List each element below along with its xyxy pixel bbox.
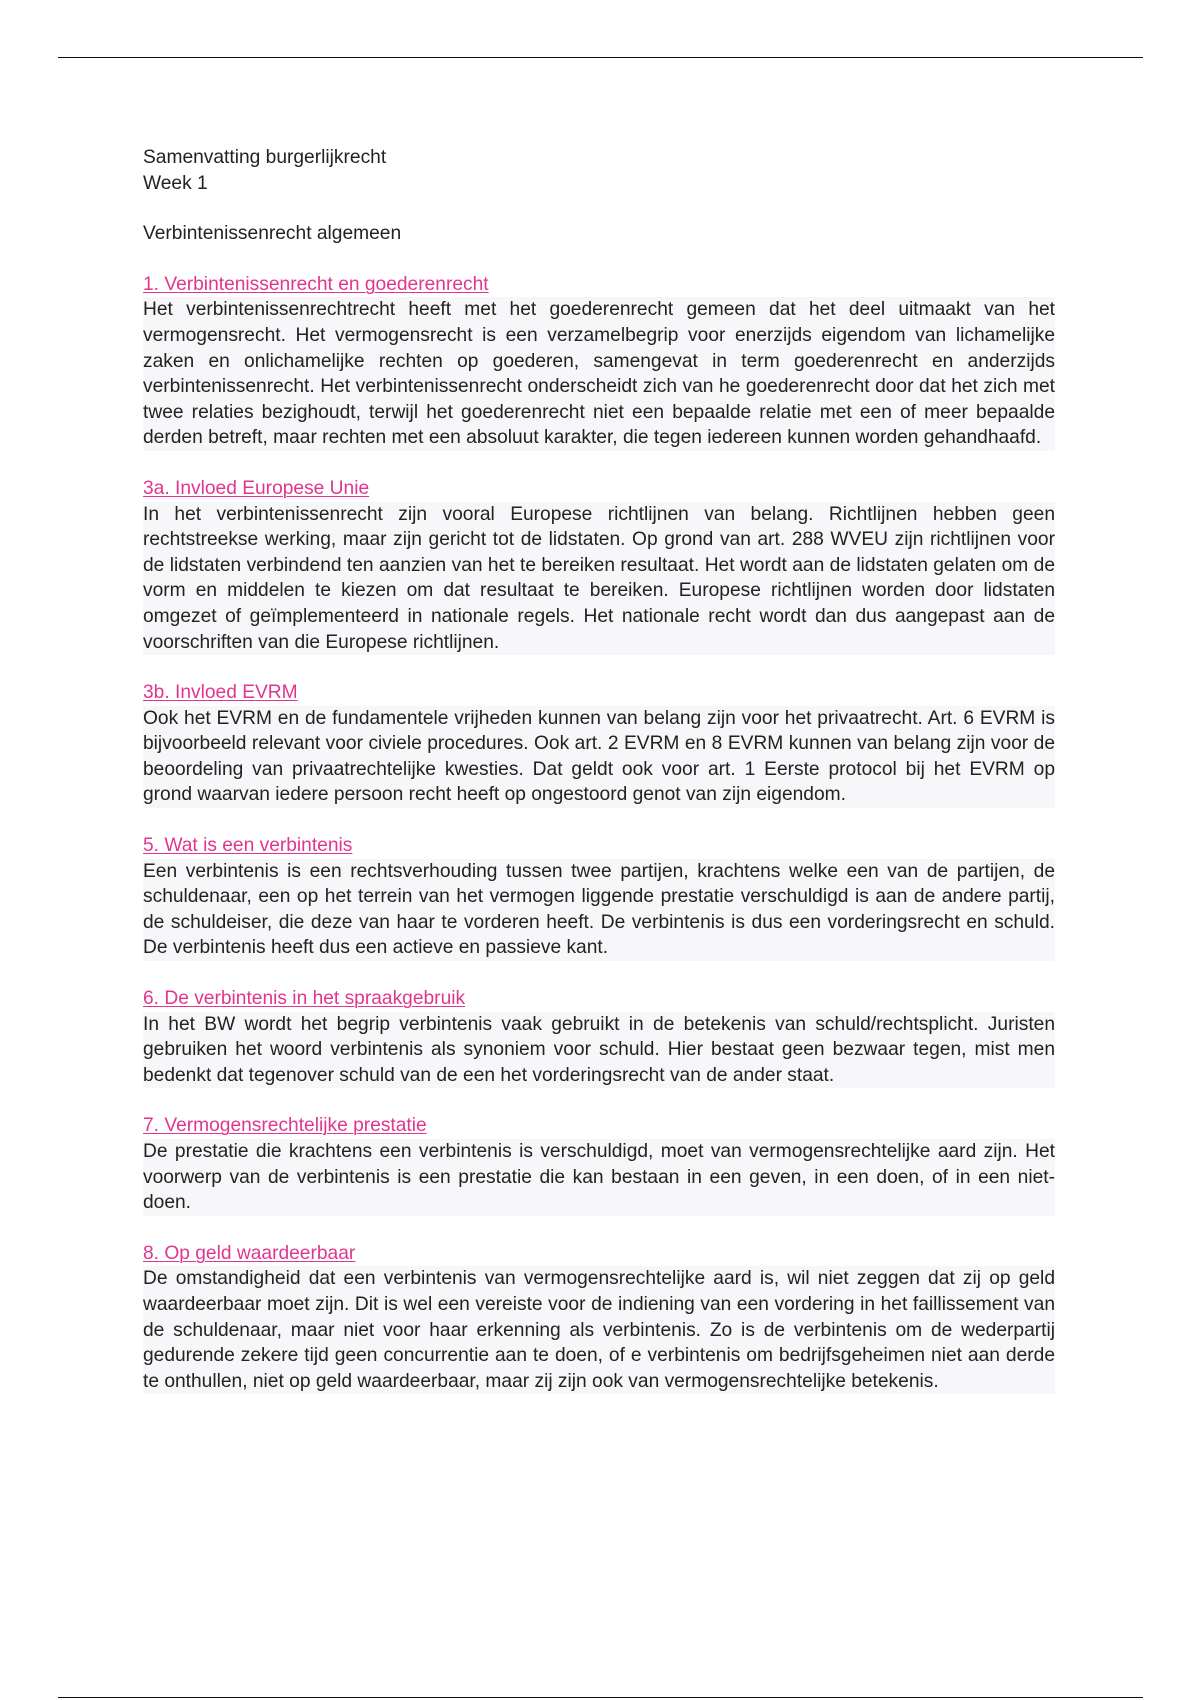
- section-title-link[interactable]: 1. Verbintenissenrecht en goederenrecht: [143, 273, 489, 295]
- section-title-link[interactable]: 6. De verbintenis in het spraakgebruik: [143, 988, 466, 1010]
- document-week: Week 1: [143, 172, 208, 194]
- page-top-rule: [58, 57, 1143, 58]
- section-paragraph: Ook het EVRM en de fundamentele vrijheden kunnen van belang zijn voor het privaatrecht. Art. 6 EVRM is bijvoorbeeld relevant voor civiele procedures. Ook art. 2 EVRM en 8 EVRM kunnen van belang zijn voor de beoordeling van privaatrechtelijke kwesties. Dat geldt ook voor art. 1 Eerste protocol bij het EVRM op grond waarvan iedere persoon recht heeft op ongestoord genot van zijn eigendom.: [143, 706, 1055, 808]
- section-paragraph: In het verbintenissenrecht zijn vooral Europese richtlijnen van belang. Richtlijnen hebben geen rechtstreekse werking, maar zijn gericht tot de lidstaten. Op grond van art. 288 WVEU zijn richtlijnen voor de lidstaten verbindend ten aanzien van het te bereiken resultaat. Het wordt aan de lidstaten gelaten om de vorm en middelen te kiezen om dat resultaat te bereiken. Europese richtlijnen worden door lidstaten omgezet of geïmplementeerd in nationale regels. Het nationale recht wordt dan dus aangepast aan de voorschriften van die Europese richtlijnen.: [143, 502, 1055, 656]
- document-body: [143, 145, 1055, 1394]
- section-invloed-europese-unie: [143, 476, 1055, 655]
- section-verbintenis-spraakgebruik: [143, 986, 1055, 1088]
- section-paragraph: Het verbintenissenrechtrecht heeft met het goederenrecht gemeen dat het deel uitmaakt van het vermogensrecht. Het vermogensrecht is een verzamelbegrip voor enerzijds eigendom van lichamelijke zaken en onlichamelijke rechten op goederen, samengevat in term goederenrecht en anderzijds verbintenissenrecht. Het verbintenissenrecht onderscheidt zich van he goederenrecht door dat het zich met twee relaties bezighoudt, terwijl het goederenrecht niet een bepaalde relatie met een of meer bepaalde derden betreft, maar rechten met een absoluut karakter, die tegen iedereen kunnen worden gehandhaafd.: [143, 297, 1055, 451]
- section-paragraph: De prestatie die krachtens een verbintenis is verschuldigd, moet van vermogensrechtelijke aard zijn. Het voorwerp van de verbintenis is een prestatie die kan bestaan in een geven, in een doen, of in een niet-doen.: [143, 1139, 1055, 1216]
- section-title-link[interactable]: 3b. Invloed EVRM: [143, 682, 298, 704]
- section-op-geld-waardeerbaar: [143, 1241, 1055, 1395]
- section-invloed-evrm: [143, 680, 1055, 808]
- section-verbintenissenrecht-goederenrecht: [143, 272, 1055, 451]
- section-paragraph: De omstandigheid dat een verbintenis van vermogensrechtelijke aard is, wil niet zeggen dat zij op geld waardeerbaar moet zijn. Dit is wel een vereiste voor de indiening van een vordering in het faillissement van de schuldenaar, maar niet voor haar erkenning als verbintenis. Zo is de verbintenis om de wederpartij gedurende zekere tijd geen concurrentie aan te doen, of e verbintenis om bedrijfsgeheimen niet aan derde te onthullen, niet op geld waardeerbaar, maar zij zijn ook van vermogensrechtelijke betekenis.: [143, 1266, 1055, 1394]
- section-title-link[interactable]: 5. Wat is een verbintenis: [143, 835, 353, 857]
- section-vermogensrechtelijke-prestatie: [143, 1113, 1055, 1215]
- section-paragraph: Een verbintenis is een rechtsverhouding tussen twee partijen, krachtens welke een van de partijen, de schuldenaar, een op het terrein van het vermogen liggende prestatie verschuldigd is aan de andere partij, de schuldeiser, die deze van haar te vorderen heeft. De verbintenis is dus een vorderingsrecht en schuld. De verbintenis heeft dus een actieve en passieve kant.: [143, 859, 1055, 961]
- page-bottom-rule: [58, 1697, 1143, 1698]
- section-wat-is-een-verbintenis: [143, 833, 1055, 961]
- document-heading: Verbintenissenrecht algemeen: [143, 223, 402, 245]
- section-title-link[interactable]: 3a. Invloed Europese Unie: [143, 477, 370, 499]
- section-title-link[interactable]: 7. Vermogensrechtelijke prestatie: [143, 1115, 427, 1137]
- section-title-link[interactable]: 8. Op geld waardeerbaar: [143, 1242, 356, 1264]
- section-paragraph: In het BW wordt het begrip verbintenis vaak gebruikt in de betekenis van schuld/rechtsplicht. Juristen gebruiken het woord verbintenis als synoniem voor schuld. Hier bestaat geen bezwaar tegen, mist men bedenkt dat tegenover schuld van de een het vorderingsrecht van de ander staat.: [143, 1012, 1055, 1089]
- document-title: Samenvatting burgerlijkrecht: [143, 147, 387, 168]
